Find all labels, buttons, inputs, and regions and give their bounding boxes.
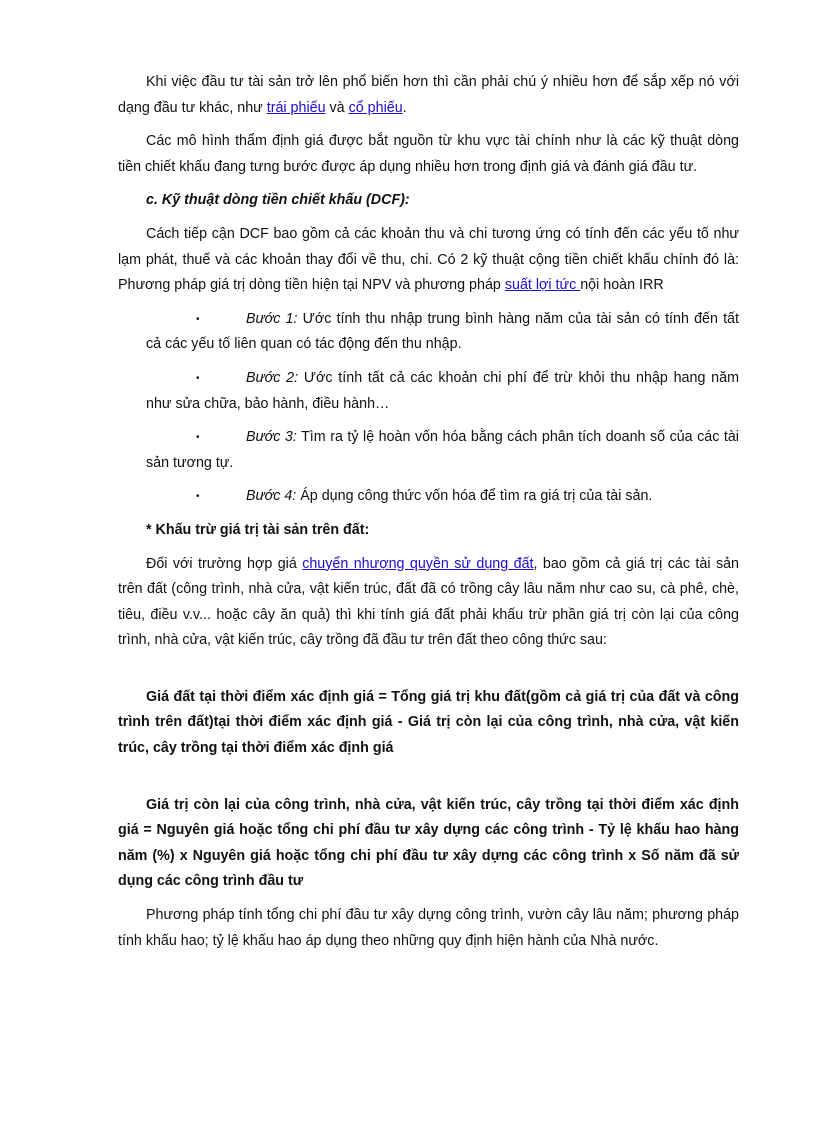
paragraph-intro xyxy=(118,70,739,121)
link-suat-loi-tuc[interactable]: suất lợi tức xyxy=(504,277,581,294)
step-label: Bước 3: xyxy=(246,429,297,446)
step-text: Ước tính thu nhập trung bình hàng năm của tài sản có tính đến tất cả các yếu tố liên quan có tác động đến thu nhập. xyxy=(146,310,739,353)
heading-deduction: * Khấu trừ giá trị tài sản trên đất: xyxy=(146,521,370,538)
bullet-step-2 xyxy=(118,366,739,417)
bullet-step-4 xyxy=(118,484,739,510)
step-label: Bước 1: xyxy=(246,310,298,327)
step-text: Áp dụng công thức vốn hóa để tìm ra giá trị của tài sản. xyxy=(296,488,653,505)
step-label: Bước 2: xyxy=(246,369,299,386)
step-text: Tìm ra tỷ lệ hoàn vốn hóa bằng cách phân tích doanh số của các tài sản tương tự. xyxy=(146,429,739,471)
link-co-phieu[interactable]: cổ phiếu xyxy=(348,99,403,116)
bullet-step-3 xyxy=(118,425,739,476)
formula-remaining-value: Giá trị còn lại của công trình, nhà cửa, vật kiến trúc, cây trồng tại thời điểm xác định giá = Nguyên giá hoặc tổng chi phí đầu tư xây dựng các công trình - Tỷ lệ khấu hao hàng năm (%) x Nguyên giá hoặc tổng chi phí đầu tư xây dựng các công trình x Số năm đã sử dụng các công trình đầu tư xyxy=(118,796,739,890)
paragraph-dcf-text: Cách tiếp cận DCF bao gồm cả các khoản thu và chi tương ứng có tính đến các yếu tố như lạm phát, thuế và các khoản thay đổi về thu, chi. Có 2 kỹ thuật cộng tiền chiết khấu chính đó là: Phương pháp giá trị dòng tiền hiện tại NPV và phương pháp xyxy=(118,225,739,294)
paragraph-intro-end: . xyxy=(402,99,407,116)
step-text: Ước tính tất cả các khoản chi phí để trừ khỏi thu nhập hang năm như sửa chữa, bảo hành, điều hành… xyxy=(146,369,739,412)
bullet-step-1 xyxy=(118,307,739,358)
paragraph-intro-and: và xyxy=(325,99,349,116)
paragraph-method: Phương pháp tính tổng chi phí đầu tư xây dựng công trình, vườn cây lâu năm; phương pháp tính khấu hao; tỷ lệ khấu hao áp dụng theo những quy định hiện hành của Nhà nước. xyxy=(118,907,739,949)
paragraph-deduction-start: Đối với trường hợp giá xyxy=(146,555,303,572)
link-trai-phieu[interactable]: trái phiếu xyxy=(266,99,326,116)
bullet-icon: • xyxy=(196,313,200,325)
heading-dcf: c. Kỹ thuật dòng tiền chiết khấu (DCF): xyxy=(146,192,410,209)
paragraph-dcf-end: nội hoàn IRR xyxy=(580,277,664,294)
step-label: Bước 4: xyxy=(246,488,297,505)
bullet-icon: • xyxy=(196,372,200,384)
paragraph-deduction xyxy=(118,552,739,654)
link-chuyen-nhuong[interactable]: chuyển nhượng quyền sử dụng đất xyxy=(302,555,534,572)
bullet-icon: • xyxy=(196,491,200,503)
document-page xyxy=(118,70,739,954)
bullet-icon: • xyxy=(196,432,200,444)
paragraph-deduction-text: , bao gồm cả giá trị các tài sản trên đất (công trình, nhà cửa, vật kiến trúc, đất đã có trồng cây lâu năm như cao su, cà phê, chè, tiêu, điều v.v... hoặc cây ăn quả) thì khi tính giá đất phải khấu trừ phần giá trị còn lại của công trình, nhà cửa, vật kiến trúc, cây trồng đã đầu tư trên đất theo công thức sau: xyxy=(118,555,740,649)
paragraph-intro-text: Khi việc đầu tư tài sản trở lên phổ biến hơn thì cần phải chú ý nhiều hơn để sắp xếp nó với dạng đầu tư khác, như xyxy=(118,74,739,116)
paragraph-models: Các mô hình thẩm định giá được bắt nguồn từ khu vực tài chính như là các kỹ thuật dòng tiền chiết khấu đang tưng bước được áp dụng nhiều hơn trong định giá và đánh giá đầu tư. xyxy=(118,133,739,175)
formula-land-price: Giá đất tại thời điểm xác định giá = Tổng giá trị khu đất(gồm cả giá trị của đất và công trình trên đất)tại thời điểm xác định giá - Giá trị còn lại của công trình, nhà cửa, vật kiến trúc, cây trồng tại thời điểm xác định giá xyxy=(118,688,739,757)
paragraph-dcf xyxy=(118,222,739,299)
